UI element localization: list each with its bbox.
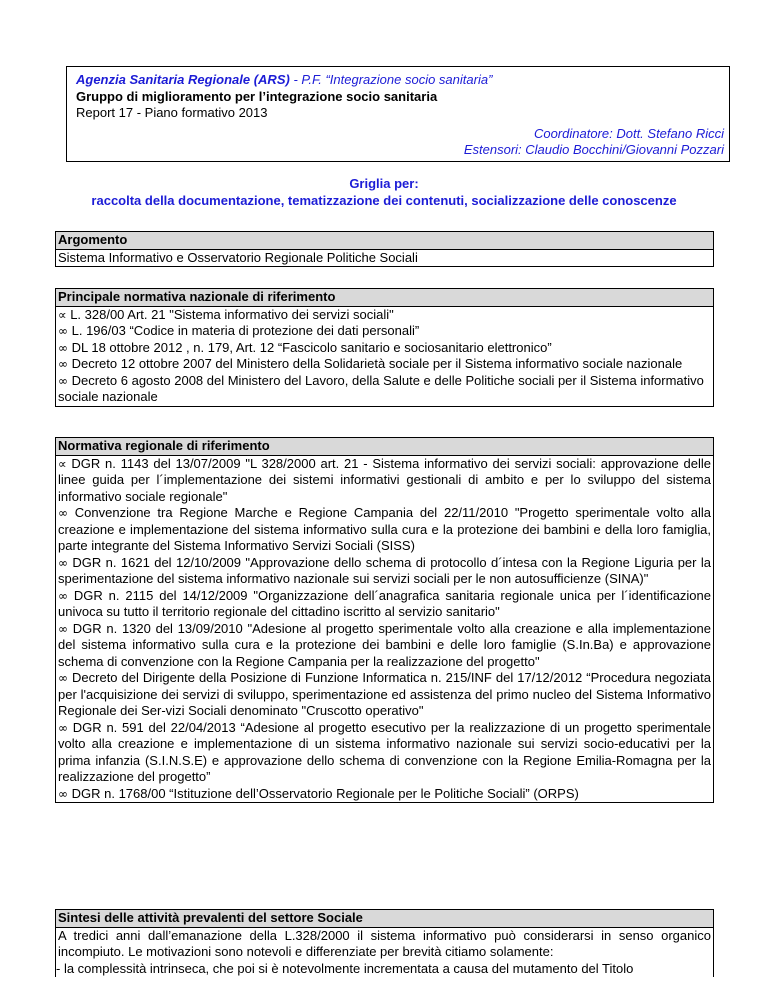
report-name: Report 17 - Piano formativo 2013	[76, 105, 268, 120]
list-item	[58, 323, 711, 340]
sintesi-dash-item: - la complessità intrinseca, che poi si è notevolmente incrementata a causa del mutamento del Titolo	[56, 960, 634, 976]
sintesi-paragraph: A tredici anni dall’emanazione della L.328/2000 il sistema informativo può considerarsi in senso organico incompiuto. Le motivazioni sono notevoli e differenziate per brevità citiamo solamente:	[58, 927, 711, 959]
group-name: Gruppo di miglioramento per l’integrazione socio sanitaria	[76, 88, 438, 104]
list-item	[58, 588, 711, 621]
bullet-icon: ∝	[58, 456, 67, 471]
coordinator: Coordinatore: Dott. Stefano Ricci	[533, 125, 724, 141]
list-item	[58, 373, 711, 406]
section-title: Normativa regionale di riferimento	[56, 438, 713, 456]
header-box	[66, 66, 730, 162]
list-item-text: Decreto 6 agosto 2008 del Ministero del Lavoro, della Salute e delle Politiche sociali per il Sistema informativo sociale nazionale	[58, 372, 704, 404]
section-argomento	[55, 231, 714, 267]
section-regionale	[55, 437, 714, 803]
list-item	[58, 505, 711, 555]
bullet-icon: ∞	[58, 621, 68, 636]
list-item-text: DGR n. 591 del 22/04/2013 “Adesione al progetto esecutivo per la realizzazione di un progetto sperimentale volto alla creazione e implementazione di un sistema informativo nazionale sui servizi socio-educativi per la prima infanzia (S.I.N.S.E) e approvazione dello schema di convenzione con la Regione Emilia-Romagna per la realizzazione del progetto”	[58, 719, 711, 784]
list-item	[58, 720, 711, 786]
list-item-text: DGR n. 1621 del 12/10/2009 "Approvazione dello schema di protocollo d´intesa con la Regione Liguria per la sperimentazione del sistema informativo nazionale sui servizi sociali per le non autosufficienze (SINA)"	[58, 554, 711, 586]
list-item	[58, 621, 711, 671]
list-item	[58, 307, 711, 324]
list-item	[58, 786, 711, 803]
bullet-icon: ∞	[58, 588, 68, 603]
bullet-icon: ∞	[58, 671, 68, 685]
grid-title-line1: Griglia per:	[349, 176, 419, 191]
section-title: Argomento	[56, 232, 713, 250]
list-item	[58, 670, 711, 720]
bullet-icon: ∞	[58, 324, 68, 338]
bullet-icon: ∞	[58, 373, 68, 388]
bullet-icon: ∞	[58, 555, 68, 570]
bullet-icon: ∞	[58, 506, 68, 520]
agency-line	[76, 72, 724, 89]
bullet-icon: ∞	[58, 786, 68, 801]
grid-title-line2: raccolta della documentazione, tematizzazione dei contenuti, socializzazione delle conoscenze	[91, 192, 677, 208]
bullet-icon: ∝	[58, 307, 67, 322]
list-item-text: Convenzione tra Regione Marche e Regione Campania del 22/11/2010 "Progetto sperimentale volto alla creazione e implementazione del sistema informativo sulla cura e la protezione dei bambini e della loro famiglia, parte integrante del Sistema Informativo Servizi Sociali (SISS)	[58, 505, 711, 553]
list-item	[58, 356, 711, 373]
grid-title	[40, 176, 728, 209]
list-item-text: Decreto 12 ottobre 2007 del Ministero della Solidarietà sociale per il Sistema informativo sociale nazionale	[68, 356, 683, 371]
section-title: Sintesi delle attività prevalenti del settore Sociale	[56, 910, 713, 928]
agency-name: Agenzia Sanitaria Regionale (ARS)	[76, 72, 290, 87]
authors: Estensori: Claudio Bocchini/Giovanni Pozzari	[463, 142, 724, 157]
section-sintesi	[55, 909, 714, 977]
list-item-text: DGR n. 1320 del 13/09/2010 "Adesione al progetto sperimentale volto alla creazione e alla implementazione del sistema informativo sulla cura e la protezione dei bambini e delle loro famiglie (S.In.Ba) e approvazione schema di convenzione con la Regione Campania per la realizzazione del progetto"	[58, 620, 711, 669]
list-item-text: L. 196/03 “Codice in materia di protezione dei dati personali”	[68, 323, 420, 338]
bullet-icon: ∞	[58, 357, 68, 371]
list-item-text: DGR n. 1143 del 13/07/2009 "L 328/2000 art. 21 - Sistema informativo dei servizi sociali: approvazione delle linee guida per l´implementazione dei sistemi informativi gestionali di ambito e per lo sviluppo del sistema informativo sociale regionale"	[58, 455, 711, 504]
list-item-text: DL 18 ottobre 2012 , n. 179, Art. 12 “Fascicolo sanitario e sociosanitario elettronico”	[68, 339, 552, 355]
bullet-icon: ∞	[58, 720, 68, 735]
pf-name: - P.F. “Integrazione socio sanitaria”	[289, 72, 493, 87]
argomento-text: Sistema Informativo e Osservatorio Regionale Politiche Sociali	[58, 249, 418, 265]
bullet-icon: ∞	[58, 340, 68, 355]
list-item-text: DGR n. 2115 del 14/12/2009 "Organizzazione dell´anagrafica sanitaria regionale unica per l´identificazione univoca su tutto il territorio regionale del cittadino iscritto al servizio sanitario"	[58, 587, 711, 619]
list-item	[58, 456, 711, 506]
list-item-text: L. 328/00 Art. 21 "Sistema informativo dei servizi sociali"	[66, 306, 394, 322]
section-nazionale	[55, 288, 714, 407]
section-title: Principale normativa nazionale di riferimento	[56, 289, 713, 307]
nazionale-list	[56, 307, 713, 406]
list-item-text: DGR n. 1768/00 “Istituzione dell’Osservatorio Regionale per le Politiche Sociali” (ORPS)	[68, 785, 579, 801]
regionale-list	[56, 456, 713, 803]
list-item	[58, 340, 711, 357]
list-item	[58, 555, 711, 588]
list-item-text: Decreto del Dirigente della Posizione di Funzione Informatica n. 215/INF del 17/12/2012 “Procedura negoziata per l'acquisizione dei servizi di sviluppo, sperimentazione ed assistenza del primo nucleo del Sistema Informativo Regionale dei Ser-vizi Sociali denominato "Cruscotto operativo"	[58, 670, 711, 718]
